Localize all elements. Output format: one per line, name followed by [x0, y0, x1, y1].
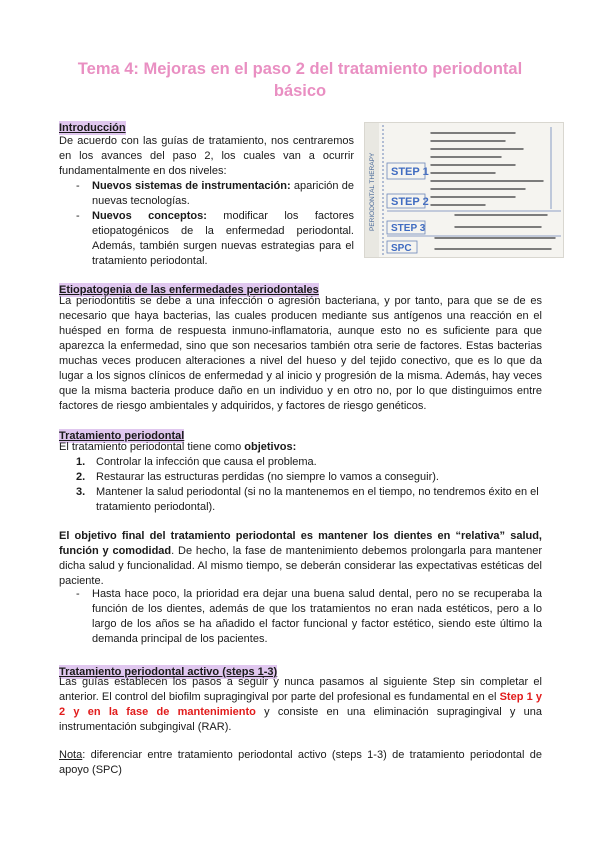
intro-bullet-1-text: aparición de nuevas tecnologías. [92, 180, 354, 207]
intro-bullet-1-bold: Nuevos sistemas de instrumentación: [92, 180, 291, 192]
etio-heading: Etiopatogenia de las enfermedades periodontales [59, 284, 319, 296]
trat-intro-text: El tratamiento periodontal tiene como [59, 441, 245, 453]
objective-item-3 [76, 485, 542, 515]
document-title [40, 58, 560, 102]
objective-text: Restaurar las estructuras perdidas (no siempre lo vamos a conseguir). [96, 471, 439, 483]
intro-bullet-2 [76, 209, 354, 269]
activo-text-post: y consiste en una eliminación supragingival y una instrumentación subgingival (RAR). [59, 706, 542, 733]
guidelines-photo-drawing [365, 123, 563, 257]
objective-number: 1. [76, 456, 86, 468]
note-label: Nota [59, 749, 83, 761]
intro-bullet-1 [76, 179, 354, 209]
note-text: : diferenciar entre tratamiento periodontal activo (steps 1-3) de tratamiento periodontal de apoyo (SPC) [59, 749, 542, 776]
trat-intro [59, 440, 542, 455]
activo-heading: Tratamiento periodontal activo (steps 1-3) [59, 666, 278, 678]
intro-bullet-2-text: modificar los factores etiopatogénicos de la enfermedad periodontal. Además, también surgen nuevas estrategias para el tratamiento periodontal. [92, 210, 355, 267]
bullet-dash: - [76, 210, 80, 222]
objective-number: 2. [76, 471, 86, 483]
objective-number: 3. [76, 486, 86, 498]
photo-step-1: STEP 1 [391, 166, 429, 178]
objective-text: Controlar la infección que causa el problema. [96, 456, 317, 468]
objectives-list [76, 455, 542, 515]
intro-heading: Introducción [59, 122, 126, 134]
photo-step-2: STEP 2 [391, 196, 429, 208]
activo-text-highlight: Step 1 y 2 y en la fase de mantenimiento [59, 691, 542, 718]
trat-intro-bold: objetivos: [244, 441, 297, 453]
objective-item-1 [76, 455, 542, 470]
objective-item-2 [76, 470, 542, 485]
photo-side-label: PERIODONTAL THERAPY [369, 152, 376, 231]
note-paragraph [59, 748, 542, 778]
intro-text: De acuerdo con las guías de tratamiento, nos centraremos en los avances del paso 2, los cuales van a ocurrir fundamentalmente en dos niveles: [59, 135, 354, 177]
photo-spc: SPC [391, 243, 412, 254]
trat-bullet [76, 587, 542, 647]
guidelines-photo [364, 122, 564, 258]
objective-text: Mantener la salud periodontal (si no la mantenemos en el tiempo, no tendremos éxito en el tratamiento periodontal). [96, 486, 539, 513]
intro-bullet-2-bold: Nuevos conceptos: [92, 210, 207, 222]
final-objective-bold: El objetivo final del tratamiento periodontal es mantener los dientes en “relativa” salud, función y comodidad [59, 530, 542, 557]
final-objective-text: . De hecho, la fase de mantenimiento debemos prolongarla para mantener dicha salud y funcionalidad. Al mismo tiempo, se deberán considerar las expectativas estéticas del paciente. [59, 545, 542, 587]
bullet-dash: - [76, 588, 80, 600]
bullet-dash: - [76, 180, 80, 192]
title-line-1: Tema 4: Mejoras en el paso 2 del tratamiento periodontal [77, 60, 523, 78]
etio-text: La periodontitis se debe a una infección o agresión bacteriana, y por tanto, para que se de es necesario que haya bacterias, las cuales producen mediante sus antígenos una reacción en el huésped en forma de respuesta inmuno-inflamatoria, aunque esto no es suficiente para que aparezca la enfermedad, sino que son necesarios también otra serie de factores. Estas bacterias muchas veces producen alteraciones a nivel del hueso y del tejido conectivo, que es lo que da lugar a los signos clínicos de enfermedad y al inicio y progresión de la misma. Además, hay veces que la misma bacteria produce daño en un individuo y en otro no, por lo que distinguimos entre factores de riesgo ambientales y adquiridos, y factores de riesgo genéticos. [59, 295, 542, 412]
title-line-2: básico [273, 82, 327, 100]
photo-step-3: STEP 3 [391, 223, 426, 234]
trat-heading: Tratamiento periodontal [59, 430, 185, 442]
activo-text-pre: Las guías establecen los pasos a seguir y nunca pasamos al siguiente Step sin completar el anterior. El control del biofilm supragingival por parte del profesional es fundamental en el [59, 676, 542, 703]
trat-bullet-text: Hasta hace poco, la prioridad era dejar una buena salud dental, pero no se recuperaba la función de los dientes, además de que los tratamientos no eran nada estéticos, pero a lo largo de los años se ha añadido el factor funcional y factor estético, siendo este último la demanda principal de los pacientes. [92, 588, 542, 645]
activo-text [59, 675, 542, 735]
final-objective-paragraph [59, 529, 542, 589]
